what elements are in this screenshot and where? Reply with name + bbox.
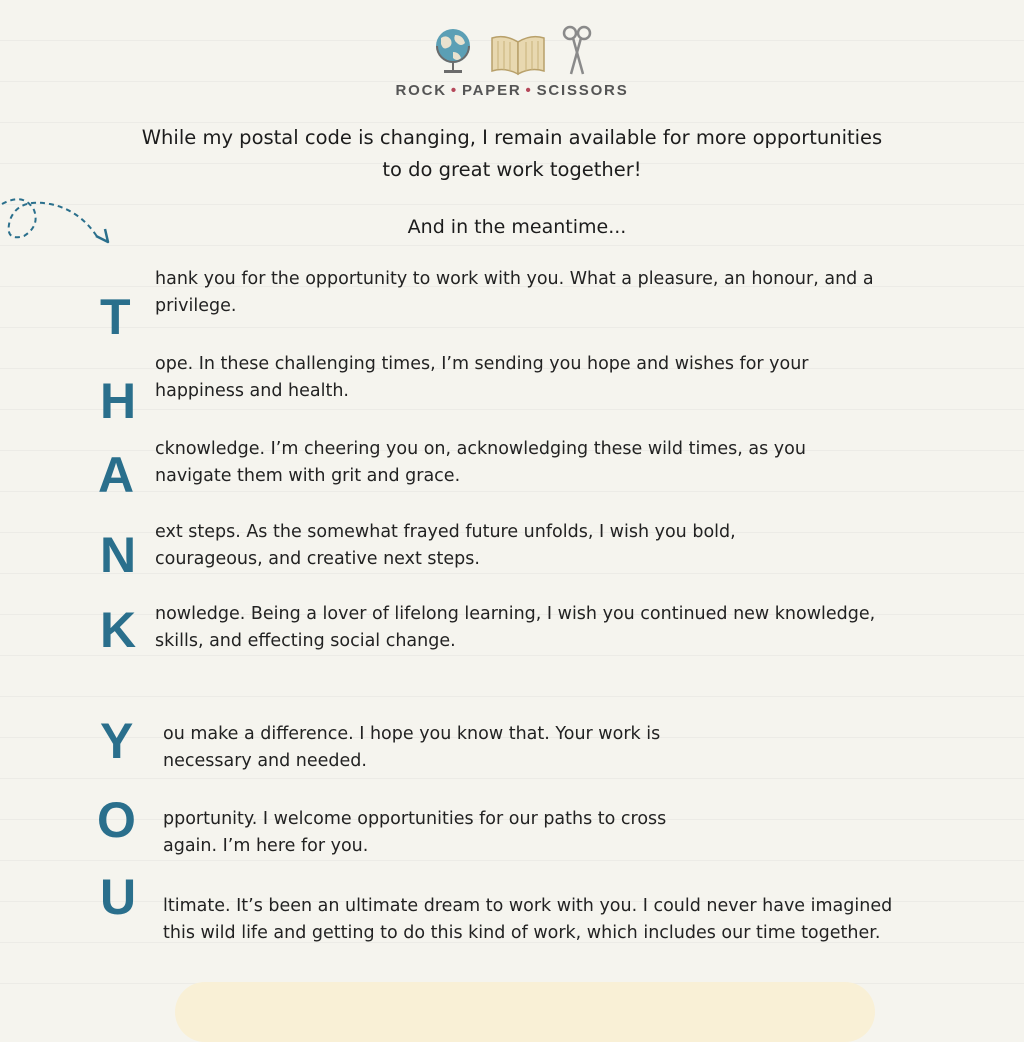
scissors-icon [561, 24, 593, 76]
letter-a: A [98, 447, 135, 503]
brand-name [0, 82, 1024, 99]
book-icon [489, 32, 547, 76]
letter-n: N [100, 527, 137, 583]
brand-separator: • [450, 82, 458, 99]
acrostic-h-line-2: happiness and health. [155, 381, 349, 401]
acrostic-n-line-2: courageous, and creative next steps. [155, 549, 480, 569]
intro-line-1: While my postal code is changing, I remain available for more opportunities [141, 126, 883, 149]
brand-paper: PAPER [461, 82, 522, 99]
brand-logo [0, 22, 1024, 99]
acrostic-o-line-1: pportunity. I welcome opportunities for our paths to cross [163, 809, 667, 829]
brand-separator: • [525, 82, 533, 99]
logo-icons [0, 22, 1024, 76]
acrostic-t-line-2: privilege. [155, 296, 237, 316]
acrostic-k-line-1: nowledge. Being a lover of lifelong learning, I wish you continued new knowledge, [155, 604, 876, 624]
globe-icon [431, 26, 475, 76]
bottom-card [175, 982, 875, 1042]
acrostic-k-line-2: skills, and effecting social change. [155, 631, 456, 651]
acrostic-t-line-1: hank you for the opportunity to work with you. What a pleasure, an honour, and a [155, 269, 874, 289]
acrostic-a-line-2: navigate them with grit and grace. [155, 466, 461, 486]
acrostic-n-line-1: ext steps. As the somewhat frayed future unfolds, I wish you bold, [155, 522, 736, 542]
acrostic-y-line-2: necessary and needed. [163, 751, 367, 771]
intro-text [0, 122, 1024, 186]
letter-y: Y [100, 713, 134, 769]
letter-o: O [97, 792, 136, 848]
brand-rock: ROCK [395, 82, 447, 99]
acrostic-a-line-1: cknowledge. I’m cheering you on, acknowledging these wild times, as you [155, 439, 806, 459]
acrostic-u-line-1: ltimate. It’s been an ultimate dream to work with you. I could never have imagined [163, 896, 893, 916]
letter-h: H [100, 373, 137, 429]
acrostic-y-line-1: ou make a difference. I hope you know that. Your work is [163, 724, 661, 744]
brand-scissors: SCISSORS [536, 82, 629, 99]
letter-k: K [100, 602, 137, 658]
acrostic-h-line-1: ope. In these challenging times, I’m sending you hope and wishes for your [155, 354, 809, 374]
acrostic-o-line-2: again. I’m here for you. [163, 836, 369, 856]
letter-t: T [100, 289, 131, 345]
acrostic-u-line-2: this wild life and getting to do this kind of work, which includes our time together. [163, 923, 881, 943]
meantime-text: And in the meantime... [407, 216, 627, 238]
intro-line-2: to do great work together! [382, 158, 642, 181]
letter-u: U [100, 869, 137, 925]
